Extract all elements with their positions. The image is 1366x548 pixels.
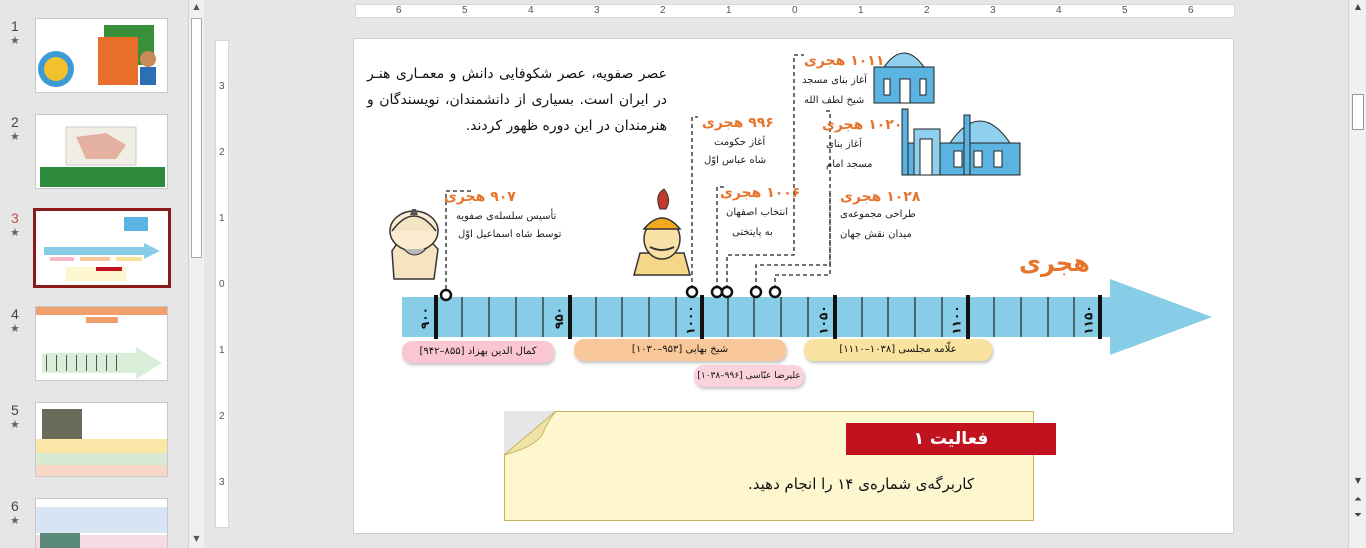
axis-label-hejri: هجری xyxy=(1019,249,1090,277)
tick-label: ۹۰۰ xyxy=(417,307,432,329)
thumbnail-image[interactable] xyxy=(35,498,168,548)
animation-star-icon: ★ xyxy=(10,226,20,239)
scroll-down-arrow-icon[interactable]: ▼ xyxy=(1354,476,1362,485)
shah-abbas-portrait-icon xyxy=(634,189,690,275)
event-desc: آغاز بنای xyxy=(826,139,862,150)
ruler-tick-label: 0 xyxy=(792,5,798,16)
thumbnail-number: 1 xyxy=(11,18,19,34)
scroll-down-arrow-icon[interactable]: ▼ xyxy=(193,534,200,543)
animation-star-icon: ★ xyxy=(10,418,20,431)
tick-label: ۹۵۰ xyxy=(551,307,566,329)
ruler-tick-label: 3 xyxy=(219,477,225,488)
tick-label: ۱۱۵۰ xyxy=(1081,305,1096,335)
animation-star-icon: ★ xyxy=(10,322,20,335)
event-desc: انتخاب اصفهان xyxy=(726,207,789,218)
slide-canvas[interactable] xyxy=(353,38,1234,534)
scrollbar-thumb[interactable] xyxy=(1352,94,1364,130)
thumbnail-preview xyxy=(36,115,168,189)
thumbnail-preview xyxy=(36,211,168,285)
thumbnail-number: 2 xyxy=(11,114,19,130)
slide-editor xyxy=(205,0,1348,548)
animation-star-icon: ★ xyxy=(10,514,20,527)
scroll-up-arrow-icon[interactable]: ▲ xyxy=(193,2,200,11)
scrollbar-thumb[interactable] xyxy=(191,18,202,258)
ruler-tick-label: 6 xyxy=(1188,5,1194,16)
event-desc: طراحی مجموعه‌ی xyxy=(840,209,916,220)
thumbnail-image[interactable] xyxy=(35,306,168,381)
animation-star-icon: ★ xyxy=(10,130,20,143)
person-bar-behzad: کمال الدین بهزاد [۸۵۵–۹۴۲] xyxy=(402,341,554,363)
event-desc: تأسیس سلسله‌ی صفویه xyxy=(456,211,557,222)
event-desc: آغاز حکومت xyxy=(714,137,766,148)
thumbnail-image[interactable] xyxy=(35,114,168,189)
animation-star-icon: ★ xyxy=(10,34,20,47)
event-desc: میدان نقش جهان xyxy=(840,229,912,240)
event-year: ۱۰۱۱ هجری xyxy=(804,53,885,69)
event-year: ۱۰۰۶ هجری xyxy=(720,185,801,201)
thumbnail-preview xyxy=(36,19,168,93)
ruler-tick-label: 3 xyxy=(219,81,225,92)
thumbnail-number: 6 xyxy=(11,498,19,514)
ruler-tick-label: 1 xyxy=(858,5,864,16)
folded-corner-icon xyxy=(504,411,564,471)
person-bar-majlesi: علّامه مجلسی [۱۰۳۸–۱۱۱۰] xyxy=(804,339,992,361)
event-desc: شاه عباس اوّل xyxy=(704,155,767,166)
ruler-tick-label: 0 xyxy=(219,279,225,290)
ruler-tick-label: 2 xyxy=(660,5,666,16)
activity-text: کاربرگه‌ی شماره‌ی ۱۴ را انجام دهید. xyxy=(747,475,974,493)
ruler-tick-label: 2 xyxy=(219,147,225,158)
event-desc: شیخ لطف الله xyxy=(804,95,865,106)
event-desc: آغاز بنای مسجد xyxy=(802,75,867,86)
thumbnail-image[interactable] xyxy=(35,402,168,477)
editor-scrollbar[interactable] xyxy=(1348,0,1366,548)
thumbnail-preview xyxy=(36,307,168,381)
thumbnail-number: 5 xyxy=(11,402,19,418)
ruler-tick-label: 2 xyxy=(924,5,930,16)
event-desc: به پایتختی xyxy=(732,227,773,238)
thumbnail-number: 3 xyxy=(11,210,19,226)
vertical-ruler xyxy=(215,40,229,528)
ruler-tick-label: 1 xyxy=(219,213,225,224)
event-desc: توسط شاه اسماعیل اوّل xyxy=(458,229,562,240)
ruler-tick-label: 2 xyxy=(219,411,225,422)
horizontal-ruler xyxy=(355,4,1235,18)
thumbnail-image-selected[interactable] xyxy=(33,208,171,288)
person-bar-reza-abbasi: علیرضا عبّاسی [۹۹۶–۱۰۳۸] xyxy=(694,365,804,387)
event-desc: مسجد امام xyxy=(826,159,873,170)
ruler-tick-label: 3 xyxy=(990,5,996,16)
next-slide-icon[interactable]: ⏷ xyxy=(1354,510,1362,521)
slide-thumbnails-pane xyxy=(0,0,190,548)
event-year: ۱۰۲۸ هجری xyxy=(840,189,921,205)
tick-label: ۱۰۵۰ xyxy=(816,305,831,335)
event-year: ۱۰۲۰ هجری xyxy=(822,117,903,133)
thumbnails-scrollbar[interactable] xyxy=(188,0,204,548)
tick-label: ۱۱۰۰ xyxy=(949,305,964,335)
event-year: ۹۹۶ هجری xyxy=(702,115,774,131)
thumbnail-image[interactable] xyxy=(35,18,168,93)
ruler-tick-label: 6 xyxy=(396,5,402,16)
tick-label: ۱۰۰۰ xyxy=(683,305,698,335)
event-year: ۹۰۷ هجری xyxy=(444,189,516,205)
thumbnail-number: 4 xyxy=(11,306,19,322)
person-bar-sheikh-bahai: شیخ بهایی [۹۵۳–۱۰۳۰] xyxy=(574,339,786,361)
ruler-tick-label: 1 xyxy=(219,345,225,356)
ruler-tick-label: 4 xyxy=(1056,5,1062,16)
thumbnail-preview xyxy=(36,403,168,477)
ruler-tick-label: 5 xyxy=(462,5,468,16)
thumbnail-preview xyxy=(36,499,168,548)
ruler-tick-label: 1 xyxy=(726,5,732,16)
scroll-up-arrow-icon[interactable]: ▲ xyxy=(1354,2,1362,11)
activity-title: فعالیت ۱ xyxy=(846,423,1056,455)
shah-ismail-portrait-icon xyxy=(390,209,438,279)
ruler-tick-label: 4 xyxy=(528,5,534,16)
imam-mosque-icon xyxy=(902,109,1020,175)
previous-slide-icon[interactable]: ⏶ xyxy=(1354,494,1362,505)
ruler-tick-label: 3 xyxy=(594,5,600,16)
ruler-tick-label: 5 xyxy=(1122,5,1128,16)
intro-paragraph: عصر صفویه، عصر شکوفایی دانش و معمـاری هنـر در ایران است. بسیاری از دانشمندان، نویسندگان و هنرمندان در این دوره ظهور کردند. xyxy=(367,66,667,134)
